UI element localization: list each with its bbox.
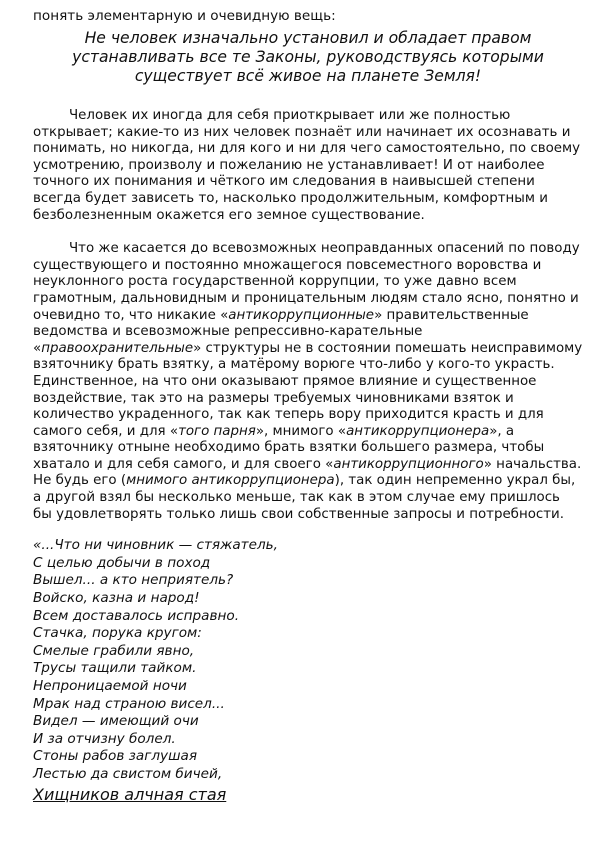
emphasized-quote: Не человек изначально установил и обладает правом устанавливать все те Законы, руководствуясь которыми существует всё живое на планете Земля!: [72, 29, 544, 85]
emphasis-anticorruption: антикоррупционные: [228, 307, 375, 323]
poem-line: Трусы тащили тайком.: [33, 660, 197, 677]
document-page: [33, 8, 583, 803]
paragraph-2-text: » структуры не в состоянии помешать неисправимому взяточнику брать взятку, а матёрому ворюге что-либо у кого-то украсть. Единственное, на что они оказывают прямое влияние и существенное воздействие, так это на размеры требуемых чиновниками взяток и количество украденного, так как теперь вору приходится красть и для самого себя, и для «: [33, 340, 583, 439]
lead-line: понять элементарную и очевидную вещь:: [33, 8, 336, 24]
emphasis-law-enforcement: правоохранительные: [41, 340, 194, 356]
poem-line: Смелые грабили явно,: [33, 642, 195, 659]
poem-line: Видел — имеющий очи: [33, 713, 199, 730]
paragraph-2-text: ), так один непременно украл бы, а другой взял бы несколько меньше, так как в этом случае ему пришлось бы удовлетворять только лишь свои собственные запросы и потребности.: [33, 473, 576, 522]
paragraph-2-text: Что же касается до всевозможных неоправданных опасений по поводу существующего и постоянно множащегося повсеместного воровства и неуклонного роста государственной коррупции, то уже давно всем грамотным, дальновидным и проницательным людям стало ясно, понятно и очевидно то, что никакие «: [33, 241, 580, 323]
poem-line: Мрак над страною висел...: [33, 695, 225, 712]
poem-line: Лестью да свистом бичей,: [33, 765, 223, 782]
poem: [33, 537, 583, 803]
poem-line: Всем доставалось исправно.: [33, 607, 240, 624]
paragraph-1: Человек их иногда для себя приоткрывает или же полностью открывает; какие-то из них человек познаёт или начинает их осознавать и понимать, но никогда, ни для кого и ни для чего самостоятельно, по своему усмотрению, произволу и пожеланию не устанавливает! И от наиболее точного их понимания и чёткого им следования в наивысшей степени всегда будет зависеть то, насколько продолжительным, комфортным и безболезненным окажется его земное существование.: [33, 108, 581, 223]
paragraph-2: [33, 241, 583, 523]
poem-line-underlined: Хищников алчная стая: [33, 784, 227, 804]
emphasis-imaginary-anticorruptioner: мнимого антикоррупционера: [126, 473, 335, 489]
poem-line: С целью добычи в поход: [33, 554, 211, 571]
paragraph-2-text: » правительственные ведомства и всевозможные репрессивно-карательные «: [33, 307, 529, 356]
emphasis-anticorruption-bosses: антикоррупционного: [333, 456, 484, 472]
paragraph-2-text: », мнимого «: [255, 423, 347, 439]
poem-line: Войско, казна и народ!: [33, 590, 200, 607]
poem-line: Стоны рабов заглушая: [33, 748, 198, 765]
emphasis-anticorruptioner: антикоррупционера: [346, 423, 490, 439]
poem-line: Вышел... а кто неприятель?: [33, 572, 234, 589]
poem-line: И за отчизну болел.: [33, 730, 176, 747]
emphasis-that-guy: того парня: [178, 423, 256, 439]
paragraph-2-text: » начальства. Не будь его (: [33, 456, 582, 489]
poem-line: Стачка, порука кругом:: [33, 625, 202, 642]
poem-line: Непроницаемой ночи: [33, 678, 187, 694]
paragraph-2-text: », а взяточнику отныне необходимо брать взятки большего размера, чтобы хватало и для себя самого, и для своего «: [33, 423, 545, 472]
poem-line: «...Что ни чиновник — стяжатель,: [33, 537, 278, 554]
